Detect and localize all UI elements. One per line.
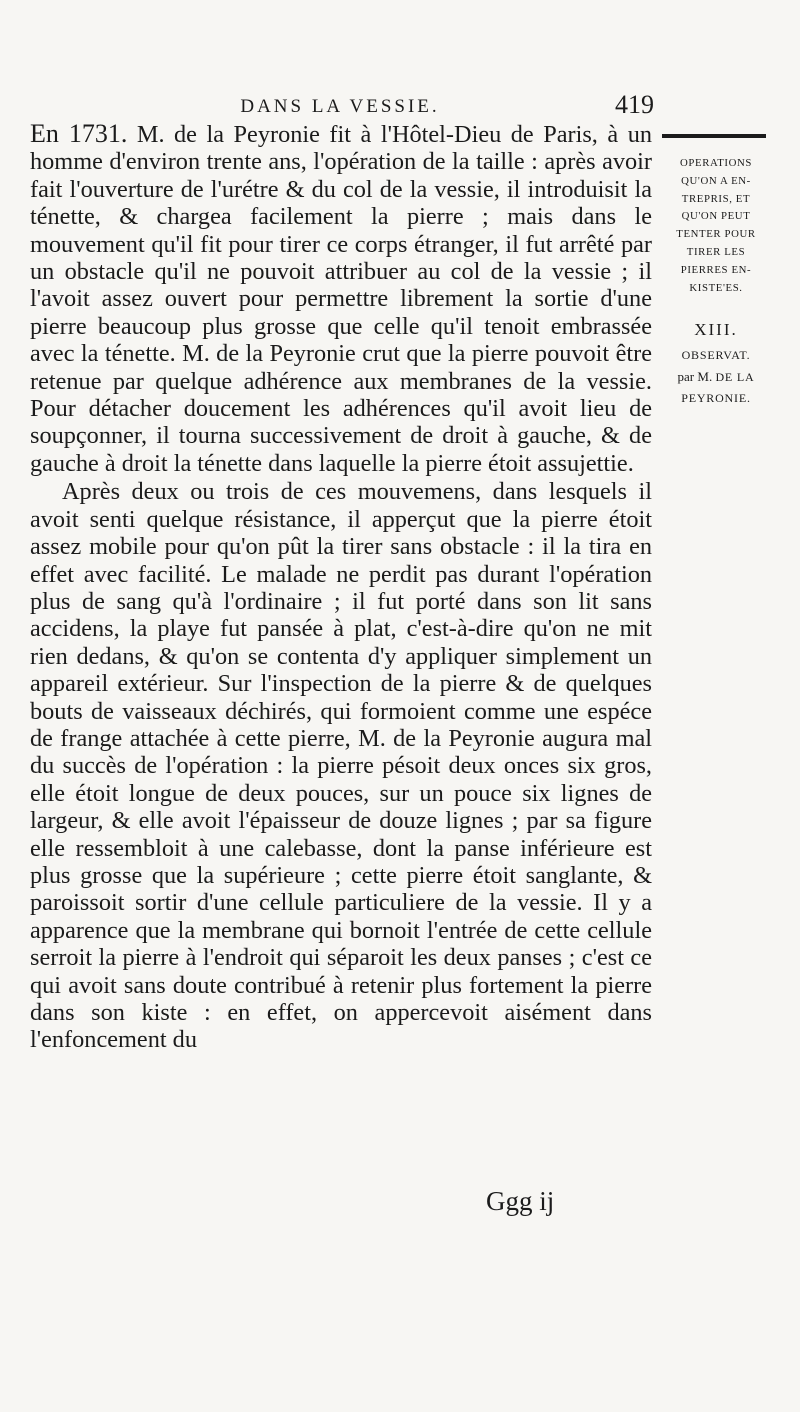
observation-label: OBSERVAT. — [681, 348, 751, 362]
observation-attribution — [660, 345, 772, 409]
margin-line: TREPRIS, ET — [681, 192, 751, 205]
margin-line: QU'ON PEUT — [681, 210, 751, 223]
margin-line: TENTER POUR — [676, 228, 756, 241]
observation-author-line — [660, 366, 772, 388]
paragraph-1-text: M. de la Peyronie fit à l'Hôtel-Dieu de Paris, à un homme d'environ trente ans, l'opération de la taille : après avoir fait l'ouverture de l'urétre & du col de la vessie, il introduisit la ténette, & chargea facilement la pierre ; mais dans le mouvement qu'il fit pour tirer ce corps étranger, il fut arrêté par un obstacle qu'il ne pouvoit attribuer au col de la vessie ; il l'avoit assez ouvert pour permettre librement la sortie d'une pierre beaucoup plus grosse que celle qu'il tenoit embrassée avec la ténette. M. de la Peyronie crut que la pierre pouvoit être retenue par quelque adhérence aux membranes de la vessie. Pour détacher doucement les adhérences qu'il avoit lieu de soupçonner, il tourna successivement de droit à gauche, & de gauche à droit la ténette dans laquelle la pierre étoit assujettie. — [30, 121, 652, 477]
margin-line: PIERRES EN- — [680, 263, 752, 276]
observation-name-part: DE LA — [715, 370, 755, 384]
main-text — [30, 120, 652, 1054]
running-title: DANS LA VESSIE. — [240, 96, 440, 117]
observation-number: XIII. — [694, 320, 738, 339]
observation-name: PEYRONIE. — [681, 391, 751, 405]
observation-prefix: par M. — [677, 369, 713, 384]
signature-catchword: Ggg ij — [486, 1186, 555, 1216]
margin-line: TIRER LES — [686, 245, 746, 258]
paragraph-2: Après deux ou trois de ces mouvemens, dans lesquels il avoit senti quelque résistance, il apperçut que la pierre étoit assez mobile pour qu'on pût la tirer sans obstacle : il la tira en effet avec facilité. Le malade ne perdit pas durant l'opération plus de sang qu'à l'ordinaire ; il fut porté dans son lit sans accidens, la playe fut pansée à plat, c'est-à-dire qu'on ne mit rien dedans, & qu'on se contenta d'y appliquer simplement un appareil extérieur. Sur l'inspection de la pierre & de quelques bouts de vaisseaux déchirés, qui formoient comme une espéce de frange attachée à cette pierre, M. de la Peyronie augura mal du succès de l'opération : la pierre pésoit deux onces six gros, elle étoit longue de deux pouces, sur un pouce six lignes de largeur, & elle avoit l'épaisseur de douze lignes ; par sa figure elle ressembloit à une calebasse, dont la panse inférieure est plus grosse que la supérieure ; cette pierre étoit sanglante, & paroissoit sortir d'une cellule particuliere de la vessie. Il y a apparence que la membrane qui bornoit l'entrée de cette cellule serroit la pierre à l'endroit qui séparoit les deux panses ; c'est ce qui avoit sans doute contribué à retenir plus fortement la pierre dans son kiste : en effet, on appercevoit aisément dans l'enfoncement du — [30, 478, 652, 1054]
page-number: 419 — [615, 90, 654, 119]
paragraph-1 — [30, 120, 652, 477]
margin-line: KISTE'ES. — [689, 281, 743, 294]
margin-line: QU'ON A EN- — [681, 174, 751, 187]
margin-heading — [660, 155, 772, 297]
margin-line: OPERATIONS — [680, 157, 752, 169]
margin-rule — [662, 134, 766, 138]
year-lead: En 1731. — [30, 119, 128, 148]
